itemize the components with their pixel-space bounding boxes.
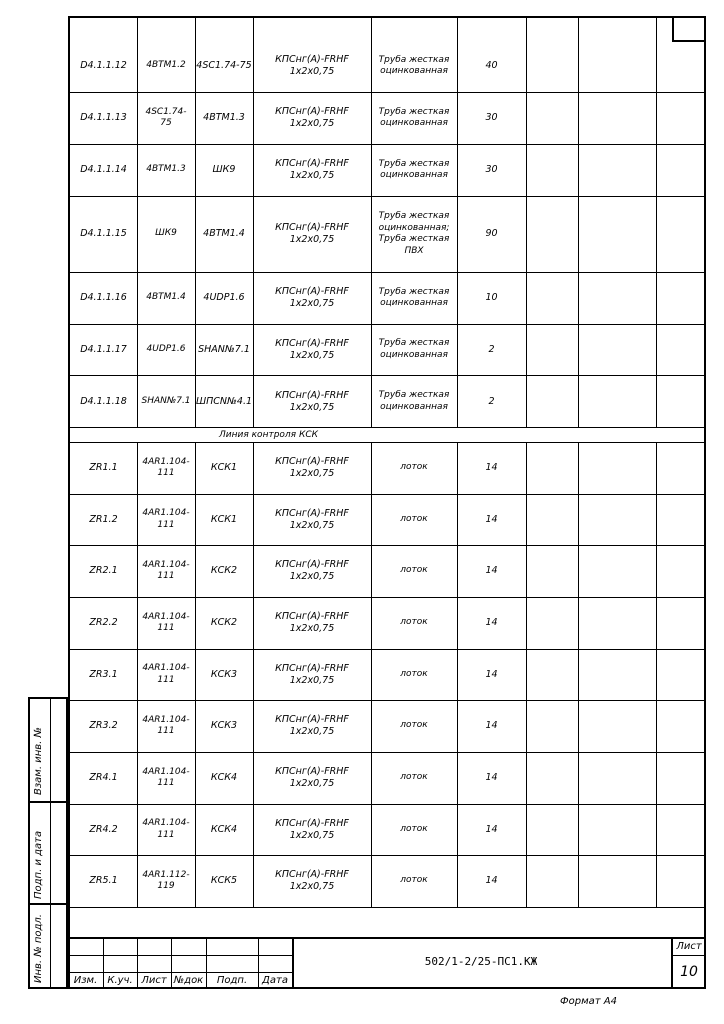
table-cell: КПСнг(А)-FRHF 1x2x0,75: [275, 286, 349, 309]
table-cell: ZR1.1: [89, 462, 118, 473]
sheet-number-corner-box: [672, 16, 706, 42]
table-cell: 4BTM1.4: [146, 292, 186, 303]
table-cell: 4SC1.74-75: [196, 60, 252, 71]
table-cell: КПСнг(А)-FRHF 1x2x0,75: [275, 222, 349, 245]
table-cell: КСК1: [210, 513, 238, 525]
table-cell: 4BTM1.3: [203, 112, 245, 123]
table-cell: D4.1.1.17: [80, 343, 127, 355]
table-cell: КПСнг(А)-FRHF 1x2x0,75: [275, 158, 349, 181]
table-cell: КПСнг(А)-FRHF 1x2x0,75: [275, 611, 349, 634]
table-cell: ZR2.2: [89, 617, 118, 628]
table-col-line: [457, 18, 458, 427]
table-cell: 4AR1.104-111: [142, 456, 190, 478]
table-cell: D4.1.1.12: [80, 60, 127, 71]
stamp-ndok: №док: [173, 975, 204, 986]
table-cell: 4AR1.104-111: [142, 663, 190, 685]
table-col-line: [578, 18, 579, 427]
table-cell: Труба жесткая оцинкованная: [378, 338, 450, 360]
table-cell: КПСнг(А)-FRHF 1x2x0,75: [275, 559, 349, 582]
table-row-line: [70, 752, 704, 753]
table-cell: КПСнг(А)-FRHF 1x2x0,75: [275, 456, 349, 479]
stamp-kuch: К.уч.: [107, 975, 133, 986]
table-row-line: [70, 700, 704, 701]
sheet-number: 10: [680, 964, 698, 980]
table-cell: 4BTM1.4: [203, 228, 245, 239]
table-cell: Труба жесткая оцинкованная: [378, 390, 450, 412]
table-cell: 14: [485, 720, 498, 731]
table-cell: 14: [485, 565, 498, 576]
side-box-vzam: [28, 697, 68, 803]
table-row-line: [70, 649, 704, 650]
table-cell: SHAN№7.1: [198, 343, 250, 355]
side-box-podp: [28, 801, 68, 905]
table-col-line: [137, 18, 138, 427]
table-cell: Труба жесткая оцинкованная: [378, 54, 450, 76]
table-cell: КСК4: [210, 823, 238, 835]
table-cell: 4SC1.74-75: [145, 106, 187, 128]
table-col-line: [526, 18, 527, 427]
table-cell: Труба жесткая оцинкованная: [378, 286, 450, 308]
table-cell: 2: [488, 343, 495, 355]
table-cell: КПСнг(А)-FRHF 1x2x0,75: [275, 662, 349, 686]
table-cell: лоток: [400, 513, 428, 524]
table-cell: ZR3.1: [89, 668, 118, 680]
table-cell: лоток: [400, 823, 428, 834]
table-cell: лоток: [400, 668, 428, 679]
table-cell: 4AR1.104-111: [142, 818, 190, 840]
table-col-line: [526, 442, 527, 907]
table-cell: 4AR1.104-111: [142, 508, 190, 530]
table-cell: 90: [485, 228, 498, 239]
table-cell: 4UDP1.6: [203, 292, 245, 303]
table-cell: 14: [485, 875, 498, 886]
table-cell: 14: [485, 462, 498, 473]
section-row: [70, 428, 704, 442]
table-cell: 2: [488, 395, 495, 407]
table-cell: КПСнг(А)-FRHF 1x2x0,75: [275, 766, 349, 789]
table-row-line: [70, 442, 704, 443]
table-cell: 4BTM1.3: [146, 164, 186, 175]
table-cell: ШПСN№4.1: [195, 395, 253, 407]
table-col-line: [253, 442, 254, 907]
side-box-inv: [28, 903, 68, 989]
table-cell: 4BTM1.2: [146, 60, 186, 71]
table-cell: 14: [485, 617, 498, 628]
side-label-vzam: Взам. инв. №: [33, 727, 44, 795]
table-cell: 4AR1.112-119: [142, 869, 190, 891]
stamp-podp: Подп.: [216, 975, 248, 986]
table-cell: ZR4.1: [89, 772, 118, 783]
side-label-podp: Подп. и дата: [33, 830, 44, 899]
table-cell: 40: [485, 60, 498, 71]
table-cell: лоток: [400, 617, 428, 628]
table-cell: ZR4.2: [89, 823, 118, 835]
table-cell: лоток: [400, 462, 428, 473]
table-cell: 14: [485, 668, 498, 680]
table-cell: КСК4: [210, 772, 238, 783]
table-row-line: [70, 375, 704, 376]
table-col-line: [137, 442, 138, 907]
table-cell: ZR3.2: [89, 720, 118, 731]
table-row-line: [70, 597, 704, 598]
table-col-line: [195, 18, 196, 427]
table-row-line: [70, 196, 704, 197]
table-col-line: [195, 442, 196, 907]
stamp-list-line: [672, 955, 706, 956]
table-cell: D4.1.1.18: [80, 395, 127, 407]
stamp-top-line: [68, 937, 706, 939]
stamp-list: Лист: [141, 975, 167, 986]
table-row-line: [70, 855, 704, 856]
table-row-line: [70, 324, 704, 325]
table-cell: КСК1: [210, 462, 238, 473]
section-title: Линия контроля КСК: [219, 430, 319, 440]
stamp-data: Дата: [262, 975, 288, 986]
table-cell: КСК2: [210, 617, 238, 628]
table-cell: лоток: [400, 772, 428, 783]
stamp-izm: Изм.: [73, 975, 98, 986]
table-cell: лоток: [400, 720, 428, 731]
table-row-line: [70, 272, 704, 273]
table-cell: КПСнг(А)-FRHF 1x2x0,75: [275, 106, 349, 129]
table-cell: D4.1.1.15: [80, 228, 127, 239]
table-cell: ZR5.1: [89, 875, 118, 886]
table-cell: SHAN№7.1: [141, 395, 191, 406]
table-cell: 30: [485, 112, 498, 123]
table-cell: КПСнг(А)-FRHF 1x2x0,75: [275, 869, 349, 892]
table-col-line: [371, 18, 372, 427]
table-cell: КСК5: [210, 875, 238, 886]
format-label: Формат А4: [560, 996, 617, 1007]
table-cell: Труба жесткая оцинкованная: [378, 106, 450, 128]
table-cell: КПСнг(А)-FRHF 1x2x0,75: [275, 389, 349, 413]
table-cell: КПСнг(А)-FRHF 1x2x0,75: [275, 337, 349, 361]
table-row-line: [70, 92, 704, 93]
table-cell: Труба жесткая оцинкованная; Труба жесткая ПВХ: [378, 211, 450, 256]
table-row-line: [70, 545, 704, 546]
table-cell: 30: [485, 164, 498, 175]
table-cell: Труба жесткая оцинкованная: [378, 158, 450, 180]
side-label-inv: Инв. № подл.: [33, 914, 44, 983]
table-cell: 4AR1.104-111: [142, 559, 190, 581]
table-cell: ZR2.1: [89, 565, 118, 576]
table-row-line: [70, 804, 704, 805]
table-cell: лоток: [400, 875, 428, 886]
table-col-line: [371, 442, 372, 907]
table-cell: КПСнг(А)-FRHF 1x2x0,75: [275, 714, 349, 737]
table-cell: D4.1.1.16: [80, 292, 127, 303]
table-cell: ШК9: [155, 228, 177, 239]
table-cell: КПСнг(А)-FRHF 1x2x0,75: [275, 817, 349, 841]
table-col-line: [656, 442, 657, 907]
document-code: 502/1-2/25-ПС1.КЖ: [424, 955, 538, 968]
table-cell: КПСнг(А)-FRHF 1x2x0,75: [275, 507, 349, 531]
table-cell: 4AR1.104-111: [142, 611, 190, 633]
table-cell: КСК2: [210, 565, 238, 576]
table-row-line: [70, 907, 704, 908]
table-cell: ШК9: [212, 164, 236, 175]
table-cell: 4AR1.104-111: [142, 766, 190, 788]
table-col-line: [656, 18, 657, 427]
table-cell: 4AR1.104-111: [142, 714, 190, 736]
table-cell: лоток: [400, 565, 428, 576]
table-col-line: [578, 442, 579, 907]
table-cell: 10: [485, 292, 498, 303]
table-cell: 14: [485, 513, 498, 525]
sheet-label: Лист: [676, 941, 702, 952]
table-cell: 4UDP1.6: [146, 343, 186, 354]
table-cell: D4.1.1.14: [80, 164, 127, 175]
table-col-line: [457, 442, 458, 907]
table-cell: КСК3: [210, 668, 238, 680]
table-col-line: [253, 18, 254, 427]
table-row-line: [70, 144, 704, 145]
table-row-line: [70, 494, 704, 495]
table-cell: 14: [485, 772, 498, 783]
table-cell: D4.1.1.13: [80, 112, 127, 123]
table-cell: ZR1.2: [89, 513, 118, 525]
table-cell: 14: [485, 823, 498, 835]
table-cell: КСК3: [210, 720, 238, 731]
table-cell: КПСнг(А)-FRHF 1x2x0,75: [275, 54, 349, 77]
